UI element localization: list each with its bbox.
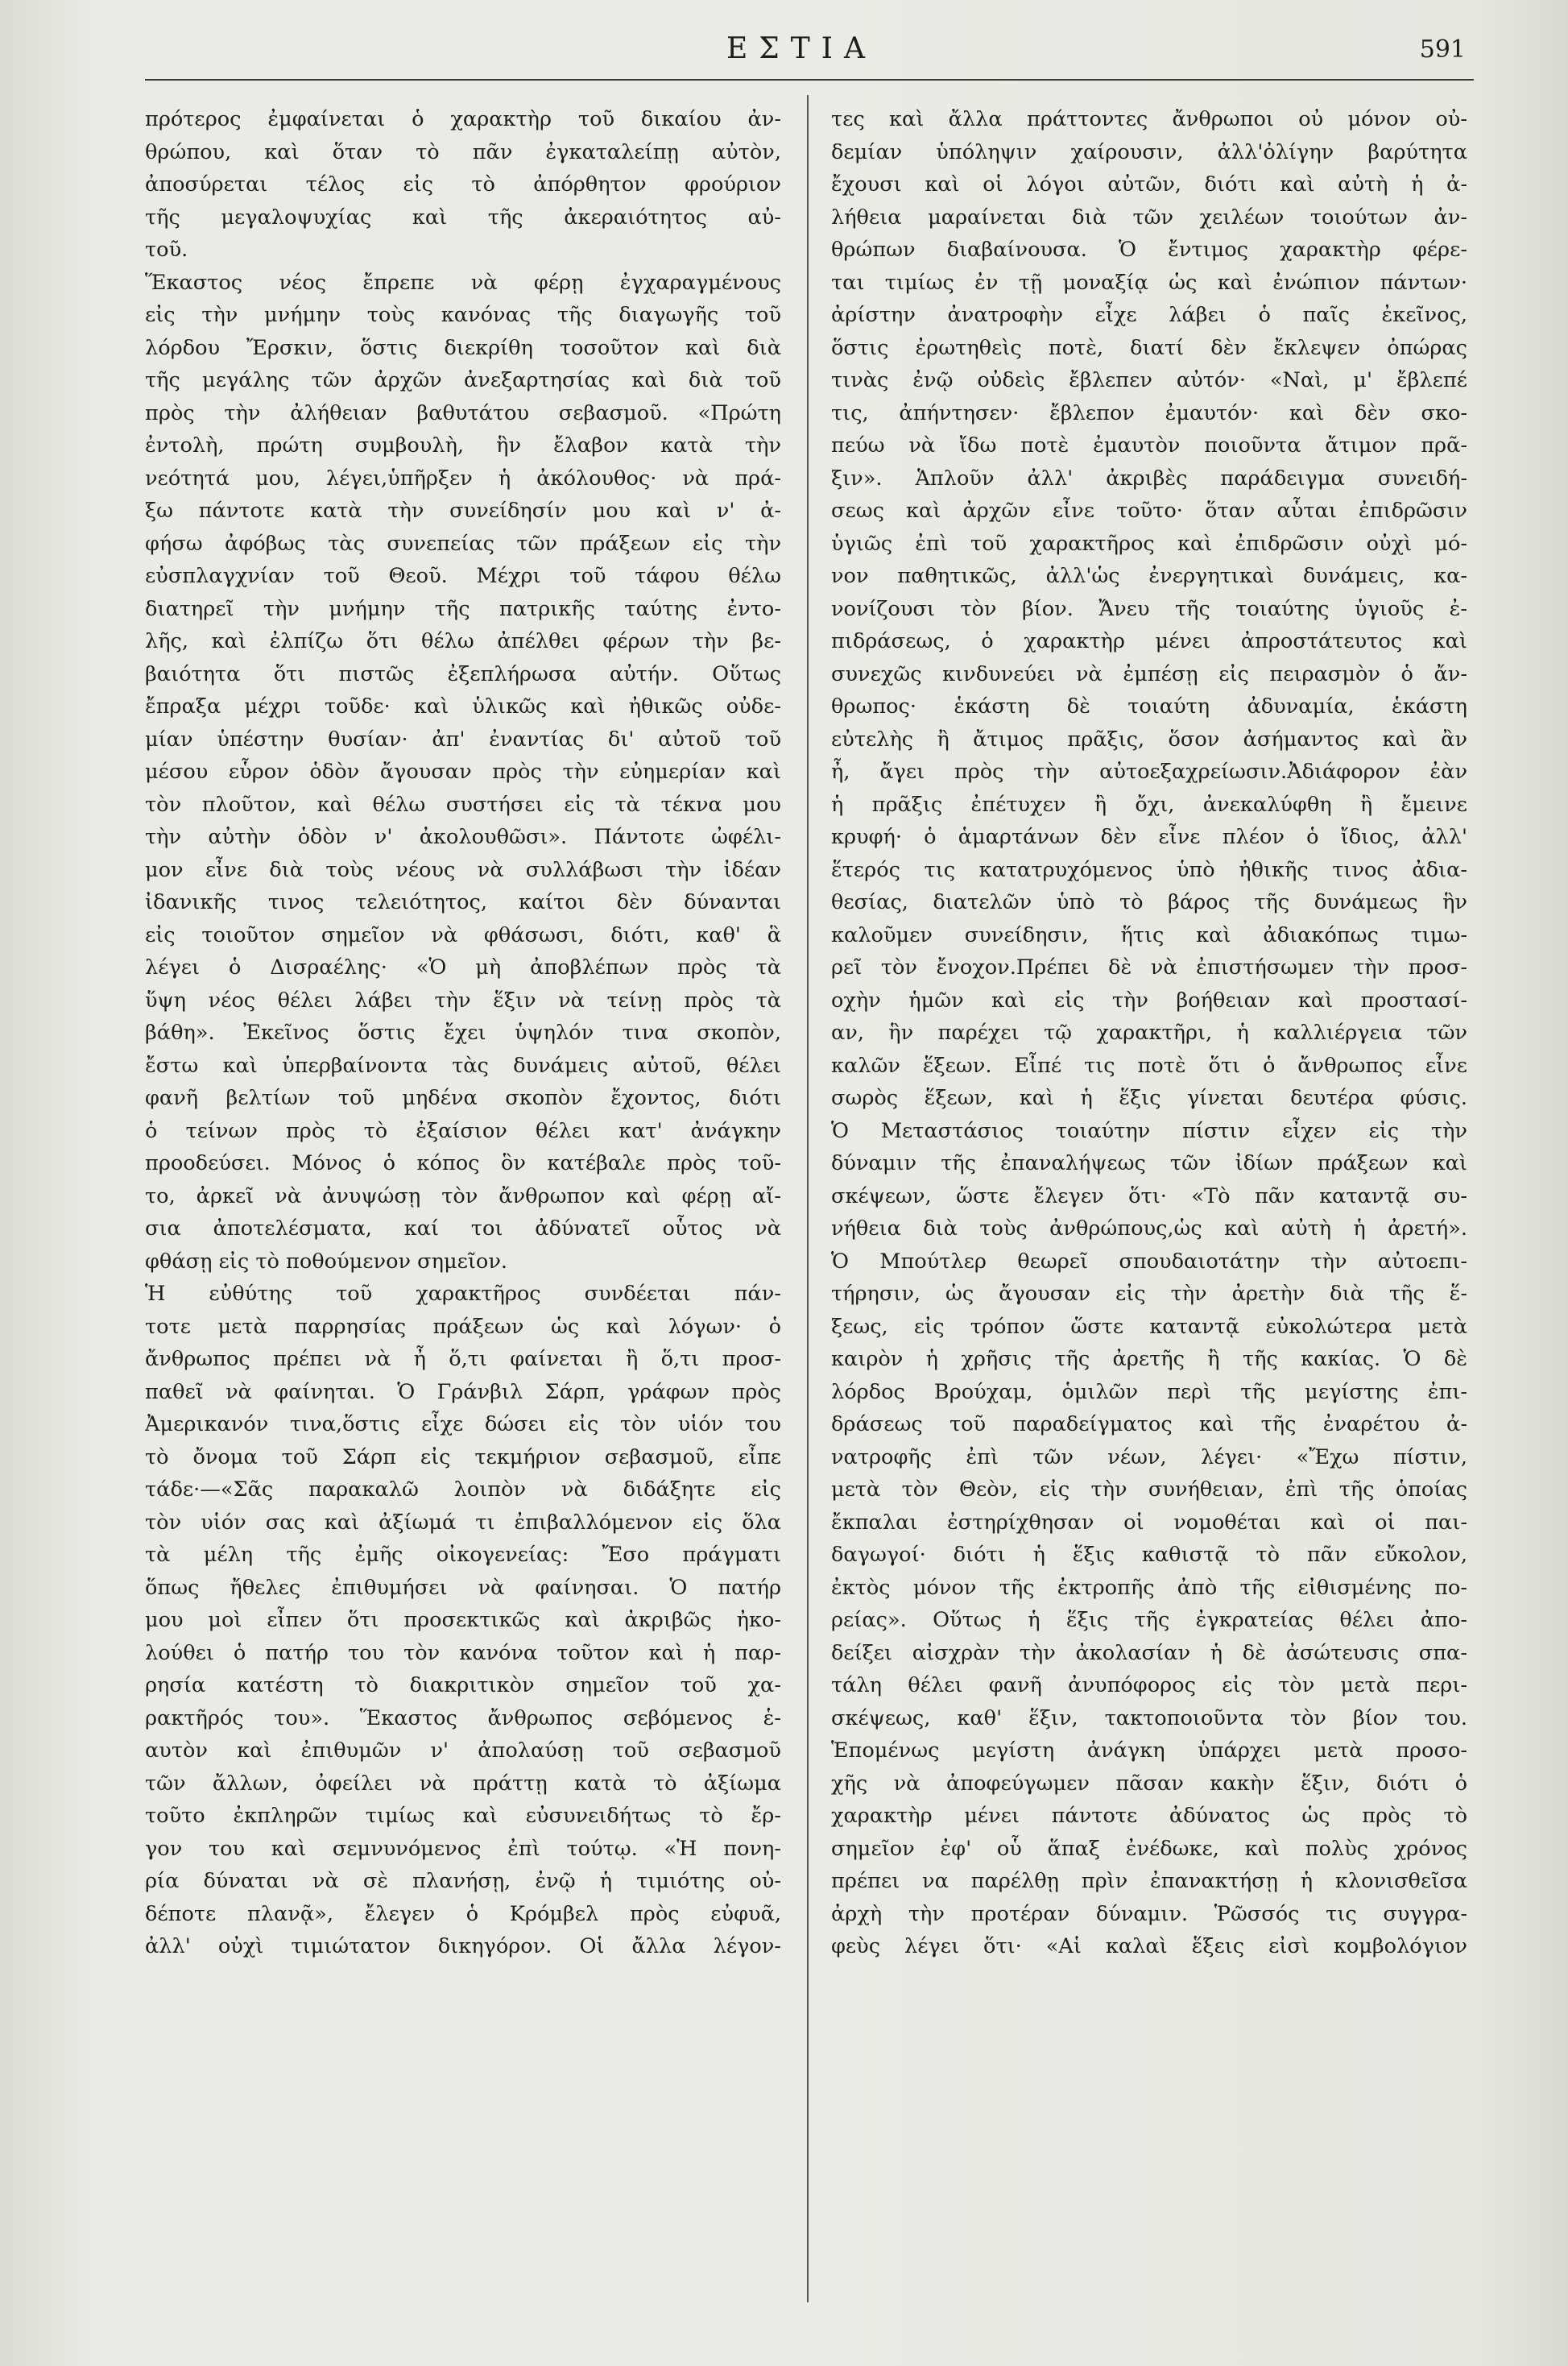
text-line: μον εἶνε διὰ τοὺς νέους νὰ συλλάβωσι τὴν ἰδέαν	[145, 857, 781, 882]
text-line: ξιν». Ἁπλοῦν ἀλλ' ἀκριβὲς παράδειγμα συνειδή-	[831, 466, 1467, 491]
text-line: Ἕκαστος νέος ἔπρεπε νὰ φέρῃ ἐγχαραγμένους	[145, 270, 781, 295]
text-line: ρησία κατέστη τὸ διακριτικὸν σημεῖον τοῦ χα-	[145, 1673, 781, 1697]
text-line: βαιότητα ὅτι πιστῶς ἐξεπλήρωσα αὐτήν. Οὕτως	[145, 661, 781, 686]
text-line: πρέπει να παρέλθῃ πρὶν ἐπανακτήσῃ ἡ κλονισθεῖσα	[831, 1869, 1467, 1893]
text-line: ἐντολὴ, πρώτη συμβουλὴ, ἣν ἔλαβον κατὰ τὴν	[145, 433, 781, 458]
text-line: ἔστω καὶ ὑπερβαίνοντα τὰς δυνάμεις αὐτοῦ, θέλει	[145, 1053, 781, 1078]
text-line: πρὸς τὴν ἀλήθειαν βαθυτάτου σεβασμοῦ. «Πρώτη	[145, 400, 781, 425]
text-line: νατροφῆς ἐπὶ τῶν νέων, λέγει· «Ἔχω πίστιν,	[831, 1444, 1467, 1469]
text-line: τήρησιν, ὡς ἄγουσαν εἰς τὴν ἀρετὴν διὰ τῆς ἕ-	[831, 1282, 1467, 1306]
text-line: σκέψεων, ὥστε ἔλεγεν ὅτι· «Τὸ πᾶν καταντᾷ συ-	[831, 1183, 1467, 1208]
text-line: Ἀμερικανόν τινα,ὅστις εἶχε δώσει εἰς τὸν υἱόν του	[145, 1412, 781, 1436]
text-line: δέποτε πλανᾷ», ἔλεγεν ὁ Κρόμβελ πρὸς εὐφυᾶ,	[145, 1901, 781, 1926]
text-line: πρότερος ἐμφαίνεται ὁ χαρακτὴρ τοῦ δικαίου ἀν-	[145, 107, 781, 131]
text-line: λόρδος Βρούχαμ, ὁμιλῶν περὶ τῆς μεγίστης ἐπι-	[831, 1379, 1467, 1404]
text-line: τῆς μεγάλης τῶν ἀρχῶν ἀνεξαρτησίας καὶ διὰ τοῦ	[145, 368, 781, 392]
text-line: τάδε·—«Σᾶς παρακαλῶ λοιπὸν νὰ διδάξητε εἰς	[145, 1477, 781, 1502]
text-line: τὰ μέλη τῆς ἐμῆς οἰκογενείας: Ἔσο πράγματι	[145, 1543, 781, 1567]
page-header	[121, 32, 1482, 73]
text-line: εἰς τοιοῦτον σημεῖον νὰ φθάσωσι, διότι, καθ' ἃ	[145, 922, 781, 947]
text-line: ἔχουσι καὶ οἱ λόγοι αὐτῶν, διότι καὶ αὐτὴ ἡ ἀ-	[831, 172, 1467, 197]
text-line: σημεῖον ἐφ' οὗ ἅπαξ ἐνέδωκε, καὶ πολὺς χρόνος	[831, 1836, 1467, 1861]
text-line: σκέψεως, καθ' ἕξιν, τακτοποιοῦντα τὸν βίον του.	[831, 1705, 1467, 1730]
text-line: δεμίαν ὑπόληψιν χαίρουσιν, ἀλλ'ὀλίγην βαρύτητα	[831, 139, 1467, 164]
text-line: φεὺς λέγει ὅτι· «Αἱ καλαὶ ἕξεις εἰσὶ κομβολόγιον	[831, 1934, 1467, 1958]
text-line: ἐκτὸς μόνον τῆς ἐκτροπῆς ἀπὸ τῆς εἰθισμένης πο-	[831, 1575, 1467, 1600]
text-line: εὐσπλαγχνίαν τοῦ Θεοῦ. Μέχρι τοῦ τάφου θέλω	[145, 564, 781, 588]
text-line: πιδράσεως, ὁ χαρακτὴρ μένει ἀπροστάτευτος καὶ	[831, 629, 1467, 653]
text-line: τῶν ἄλλων, ὀφείλει νὰ πράττῃ κατὰ τὸ ἀξίωμα	[145, 1771, 781, 1796]
text-line: νονίζουσι τὸν βίον. Ἄνευ τῆς τοιαύτης ὑγιοῦς ἐ-	[831, 596, 1467, 621]
text-line: Ὁ Μπούτλερ θεωρεῖ σπουδαιοτάτην τὴν αὐτοεπι-	[831, 1249, 1467, 1274]
text-line: καλῶν ἕξεων. Εἶπέ τις ποτὲ ὅτι ὁ ἄνθρωπος εἶνε	[831, 1053, 1467, 1078]
text-line: λῆς, καὶ ἐλπίζω ὅτι θέλω ἀπέλθει φέρων τὴν βε-	[145, 629, 781, 653]
text-line: ἀρίστην ἀνατροφὴν εἶχε λάβει ὁ παῖς ἐκεῖνος,	[831, 303, 1467, 327]
text-line: ἰδανικῆς τινος τελειότητος, καίτοι δὲν δύνανται	[145, 890, 781, 914]
text-line: διατηρεῖ τὴν μνήμην τῆς πατρικῆς ταύτης ἐντο-	[145, 596, 781, 621]
text-line: τὴν αὐτὴν ὁδὸν ν' ἀκολουθῶσι». Πάντοτε ὠφέλι-	[145, 825, 781, 849]
text-line: ρείας». Οὕτως ἡ ἕξις τῆς ἐγκρατείας θέλει ἀπο-	[831, 1608, 1467, 1632]
text-line: καλοῦμεν συνείδησιν, ἥτις καὶ ἀδιακόπως τιμω-	[831, 922, 1467, 947]
text-line: τὸ ὄνομα τοῦ Σάρπ εἰς τεκμήριον σεβασμοῦ, εἶπε	[145, 1444, 781, 1469]
text-line: δύναμιν τῆς ἐπαναλήψεως τῶν ἰδίων πράξεων καὶ	[831, 1151, 1467, 1175]
text-line: χῆς νὰ ἀποφεύγωμεν πᾶσαν κακὴν ἕξιν, διότι ὁ	[831, 1771, 1467, 1796]
text-line: δράσεως τοῦ παραδείγματος καὶ τῆς ἐναρέτου ἀ-	[831, 1412, 1467, 1436]
text-line: φήσω ἀφόβως τὰς συνεπείας τῶν πράξεων εἰς τὴν	[145, 531, 781, 556]
right-column	[831, 103, 1467, 1963]
text-line: μίαν ὑπέστην θυσίαν· ἀπ' ἐναντίας δι' αὐτοῦ τοῦ	[145, 727, 781, 752]
text-line: ρεῖ τὸν ἔνοχον.Πρέπει δὲ νὰ ἐπιστήσωμεν τὴν προσ-	[831, 955, 1467, 980]
page-number: 591	[1419, 35, 1466, 64]
text-line: προοδεύσει. Μόνος ὁ κόπος ὃν κατέβαλε πρὸς τοῦ-	[145, 1151, 781, 1175]
text-line: τῆς μεγαλοψυχίας καὶ τῆς ἀκεραιότητος αὐ-	[145, 205, 781, 230]
text-line: νήθεια διὰ τοὺς ἀνθρώπους,ὡς καὶ αὐτὴ ἡ ἀρετή».	[831, 1216, 1467, 1241]
text-line: σια ἀποτελέσματα, καί τοι ἀδύνατεῖ οὗτος νὰ	[145, 1216, 781, 1241]
text-line: τοτε μετὰ παρρησίας πράξεων ὡς καὶ λόγων· ὁ	[145, 1314, 781, 1339]
text-line: φθάσῃ εἰς τὸ ποθούμενον σημεῖον.	[145, 1249, 508, 1274]
text-line: ρία δύναται νὰ σὲ πλανήσῃ, ἐνῷ ἡ τιμιότης οὐ-	[145, 1869, 781, 1893]
text-line: συνεχῶς κινδυνεύει νὰ ἐμπέσῃ εἰς πειρασμὸν ὁ ἄν-	[831, 661, 1467, 686]
text-line: καιρὸν ἡ χρῆσις τῆς ἀρετῆς ἢ τῆς κακίας. Ὁ δὲ	[831, 1347, 1467, 1371]
text-line: ὕψη νέος θέλει λάβει τὴν ἕξιν νὰ τείνῃ πρὸς τὰ	[145, 988, 781, 1013]
text-line: ἦ, ἄγει πρὸς τὴν αὐτοεξαχρείωσιν.Ἀδιάφορον ἐὰν	[831, 760, 1467, 784]
text-line: τὸν πλοῦτον, καὶ θέλω συστήσει εἰς τὰ τέκνα μου	[145, 792, 781, 817]
text-line: θρωπος· ἑκάστη δὲ τοιαύτη ἀδυναμία, ἑκάστη	[831, 694, 1467, 719]
text-line: τὸν υἱόν σας καὶ ἀξίωμά τι ἐπιβαλλόμενον εἰς ὅλα	[145, 1510, 781, 1535]
text-line: ἀλλ' οὐχὶ τιμιώτατον δικηγόρον. Οἱ ἄλλα λέγον-	[145, 1934, 781, 1958]
text-line: εὐτελὴς ἢ ἄτιμος πρᾶξις, ὅσον ἀσήμαντος καὶ ἂν	[831, 727, 1467, 752]
text-line: μέσου εὗρον ὁδὸν ἄγουσαν πρὸς τὴν εὐημερίαν καὶ	[145, 760, 781, 784]
running-title: ΕΣΤΙΑ	[726, 32, 876, 65]
text-line: σεως καὶ ἀρχῶν εἶνε τοῦτο· ὅταν αὗται ἐπιδρῶσιν	[831, 499, 1467, 523]
text-line: Ἡ εὐθύτης τοῦ χαρακτῆρος συνδέεται πάν-	[145, 1282, 781, 1306]
text-line: θρώπου, καὶ ὅταν τὸ πᾶν ἐγκαταλείπῃ αὐτὸν,	[145, 139, 781, 164]
text-line: ὅστις ἐρωτηθεὶς ποτὲ, διατί δὲν ἔκλεψεν ὀπώρας	[831, 335, 1467, 360]
column-divider	[807, 95, 809, 2302]
text-line: εἰς τὴν μνήμην τοὺς κανόνας τῆς διαγωγῆς τοῦ	[145, 303, 781, 327]
text-line: ἡ πρᾶξις ἐπέτυχεν ἢ ὄχι, ἀνεκαλύφθη ἢ ἔμεινε	[831, 792, 1467, 817]
text-line: χαρακτὴρ μένει πάντοτε ἀδύνατος ὡς πρὸς τὸ	[831, 1804, 1467, 1828]
text-line: ὑγιῶς ἐπὶ τοῦ χαρακτῆρος καὶ ἐπιδρῶσιν οὐχὶ μό-	[831, 531, 1467, 556]
text-line: ἔκπαλαι ἐστηρίχθησαν οἱ νομοθέται καὶ οἱ παι-	[831, 1510, 1467, 1535]
text-line: Ὁ Μεταστάσιος τοιαύτην πίστιν εἶχεν εἰς τὴν	[831, 1118, 1467, 1143]
text-line: ἀρχὴ τὴν προτέραν δύναμιν. Ῥῶσσός τις συγγρα-	[831, 1901, 1467, 1926]
text-line: σωρὸς ἕξεων, καὶ ἡ ἕξις γίνεται δευτέρα φύσις.	[831, 1086, 1467, 1110]
text-line: λόρδου Ἔρσκιν, ὅστις διεκρίθη τοσοῦτον καὶ διὰ	[145, 335, 781, 360]
text-line: λήθεια μαραίνεται διὰ τῶν χειλέων τοιούτων ἀν-	[831, 205, 1467, 230]
text-line: λούθει ὁ πατήρ του τὸν κανόνα τοῦτον καὶ ἡ παρ-	[145, 1640, 781, 1665]
header-rule	[145, 79, 1474, 81]
text-line: τις, ἀπήντησεν· ἔβλεπον ἐμαυτόν· καὶ δὲν σκο-	[831, 400, 1467, 425]
text-line: ἔπραξα μέχρι τοῦδε· καὶ ὑλικῶς καὶ ἠθικῶς οὐδε-	[145, 694, 781, 719]
text-line: ρακτῆρός του». Ἕκαστος ἄνθρωπος σεβόμενος ἑ-	[145, 1705, 781, 1730]
text-line: λέγει ὁ Δισραέλης· «Ὁ μὴ ἀποβλέπων πρὸς τὰ	[145, 955, 781, 980]
text-line: ὅπως ἤθελες ἐπιθυμήσει νὰ φαίνησαι. Ὁ πατήρ	[145, 1575, 781, 1600]
text-line: φανῆ βελτίων τοῦ μηδένα σκοπὸν ἔχοντος, διότι	[145, 1086, 781, 1110]
text-line: τοῦτο ἐκπληρῶν τιμίως καὶ εὐσυνειδήτως τὸ ἔρ-	[145, 1804, 781, 1828]
text-line: γον του καὶ σεμνυνόμενος ἐπὶ τούτῳ. «Ἡ πονη-	[145, 1836, 781, 1861]
text-line: τοῦ.	[145, 238, 188, 262]
text-line: ξω πάντοτε κατὰ τὴν συνείδησίν μου καὶ ν' ἀ-	[145, 499, 781, 523]
text-line: νεότητά μου, λέγει,ὑπῆρξεν ἡ ἀκόλουθος· νὰ πρά-	[145, 466, 781, 491]
text-line: ἕτερός τις κατατρυχόμενος ὑπὸ ἠθικῆς τινος ἀδια-	[831, 857, 1467, 882]
text-line: παθεῖ νὰ φαίνηται. Ὁ Γράνβιλ Σάρπ, γράφων πρὸς	[145, 1379, 781, 1404]
text-line: πεύω νὰ ἴδω ποτὲ ἐμαυτὸν ποιοῦντα ἄτιμον πρᾶ-	[831, 433, 1467, 458]
text-line: ξεως, εἰς τρόπον ὥστε καταντᾷ εὐκολώτερα μετὰ	[831, 1314, 1467, 1339]
text-line: τάλη θέλει φανῆ ἀνυπόφορος εἰς τὸν μετὰ περι-	[831, 1673, 1467, 1697]
text-line: θεσίας, διατελῶν ὑπὸ τὸ βάρος τῆς δυνάμεως ἣν	[831, 890, 1467, 914]
text-line: δαγωγοί· διότι ἡ ἕξις καθιστᾷ τὸ πᾶν εὔκολον,	[831, 1543, 1467, 1567]
text-line: θρώπων διαβαίνουσα. Ὁ ἔντιμος χαρακτὴρ φέρε-	[831, 238, 1467, 262]
text-line: ὁ τείνων πρὸς τὸ ἐξαίσιον θέλει κατ' ἀνάγκην	[145, 1118, 781, 1143]
text-line: νον παθητικῶς, ἀλλ'ὡς ἐνεργητικαὶ δυνάμεις, κα-	[831, 564, 1467, 588]
text-line: μετὰ τὸν Θεὸν, εἰς τὴν συνήθειαν, ἐπὶ τῆς ὁποίας	[831, 1477, 1467, 1502]
text-line: το, ἀρκεῖ νὰ ἀνυψώσῃ τὸν ἄνθρωπον καὶ φέρῃ αἴ-	[145, 1183, 781, 1208]
text-line: κρυφή· ὁ ἁμαρτάνων δὲν εἶνε πλέον ὁ ἴδιος, ἀλλ'	[831, 825, 1467, 849]
text-line: βάθη». Ἐκεῖνος ὅστις ἔχει ὑψηλόν τινα σκοπὸν,	[145, 1021, 781, 1045]
text-line: αυτὸν καὶ ἐπιθυμῶν ν' ἀπολαύσῃ τοῦ σεβασμοῦ	[145, 1738, 781, 1763]
left-column	[145, 103, 781, 1963]
text-line: δείξει αἰσχρὰν τὴν ἀκολασίαν ἡ δὲ ἀσώτευσις σπα-	[831, 1640, 1467, 1665]
text-line: τινὰς ἐνῷ οὐδεὶς ἔβλεπεν αὐτόν· «Ναὶ, μ' ἔβλεπέ	[831, 368, 1467, 392]
text-line: τες καὶ ἄλλα πράττοντες ἄνθρωποι οὐ μόνον οὐ-	[831, 107, 1467, 131]
text-line: ἀποσύρεται τέλος εἰς τὸ ἀπόρθητον φρούριον	[145, 172, 781, 197]
text-line: Ἑπομένως μεγίστη ἀνάγκη ὑπάρχει μετὰ προσο-	[831, 1738, 1467, 1763]
text-line: ἄνθρωπος πρέπει νὰ ἦ ὅ,τι φαίνεται ἢ ὅ,τι προσ-	[145, 1347, 781, 1371]
text-line: μου μοὶ εἶπεν ὅτι προσεκτικῶς καὶ ἀκριβῶς ἠκο-	[145, 1608, 781, 1632]
text-line: ται τιμίως ἐν τῇ μοναξίᾳ ὡς καὶ ἐνώπιον πάντων·	[831, 270, 1467, 295]
text-line: οχὴν ἡμῶν καὶ εἰς τὴν βοήθειαν καὶ προστασί-	[831, 988, 1467, 1013]
text-line: αν, ἣν παρέχει τῷ χαρακτῆρι, ἡ καλλιέργεια τῶν	[831, 1021, 1467, 1045]
